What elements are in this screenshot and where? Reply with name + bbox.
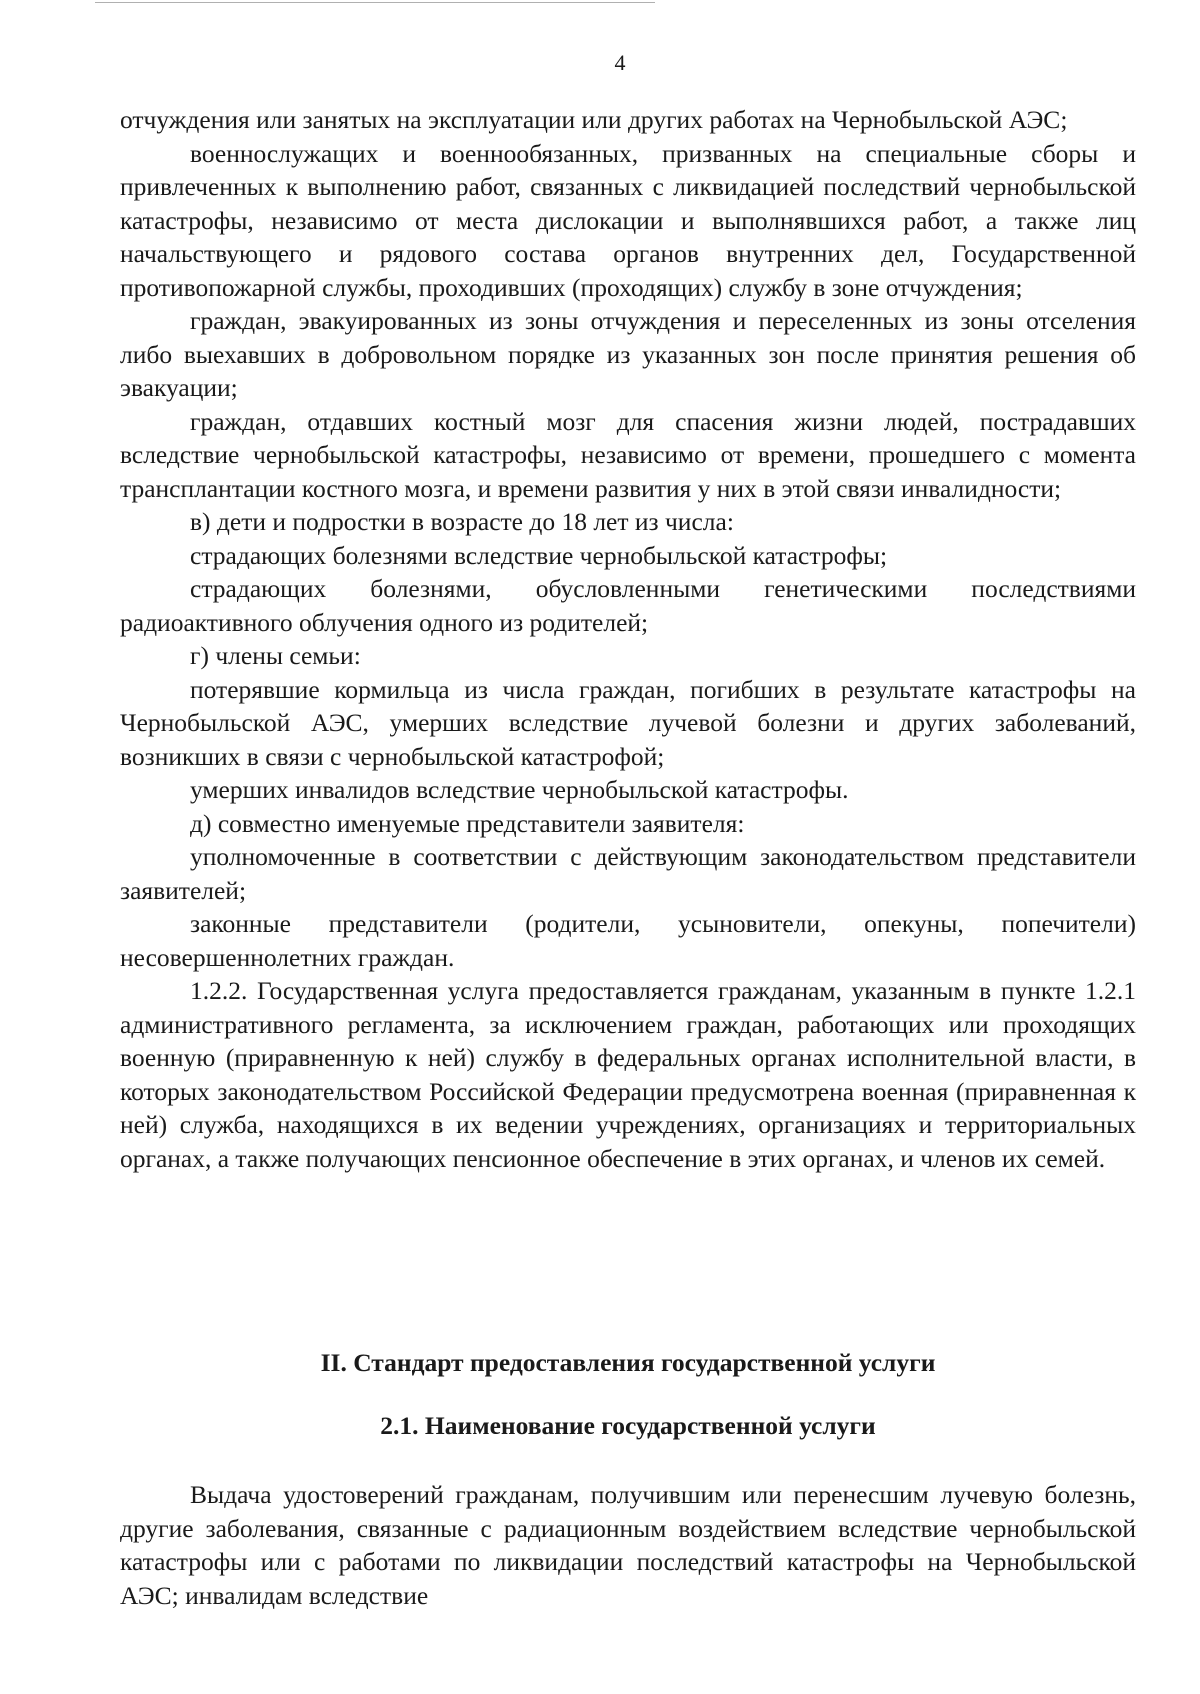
- paragraph: 1.2.2. Государственная услуга предоставляется гражданам, указанным в пункте 1.2.1 административного регламента, за исключением граждан, работающих или проходящих военную (приравненную к ней) службу в федеральных органах исполнительной власти, в которых законодательством Российской Федерации предусмотрена военная (приравненная к ней) служба, находящихся в их ведении учреждениях, организациях и территориальных органах, а также получающих пенсионное обеспечение в этих органах, и членов их семей.: [120, 976, 1136, 1173]
- paragraph: г) члены семьи:: [190, 641, 361, 670]
- paragraph: страдающих болезнями, обусловленными генетическими последствиями радиоактивного облучения одного из родителей;: [120, 574, 1136, 637]
- scan-edge-line: [95, 2, 655, 3]
- section-heading: II. Стандарт предоставления государственной услуги: [320, 1348, 936, 1377]
- paragraph: в) дети и подростки в возрасте до 18 лет из числа:: [190, 507, 734, 536]
- paragraph: граждан, отдавших костный мозг для спасения жизни людей, пострадавших вследствие чернобыльской катастрофы, независимо от времени, прошедшего с момента трансплантации костного мозга, и времени развития у них в этой связи инвалидности;: [120, 406, 1136, 503]
- paragraph: страдающих болезнями вследствие чернобыльской катастрофы;: [190, 540, 888, 570]
- paragraph: уполномоченные в соответствии с действующим законодательством представители заявителей;: [120, 842, 1136, 905]
- service-name-text: [120, 1478, 1136, 1612]
- paragraph: граждан, эвакуированных из зоны отчуждения и переселенных из зоны отселения либо выехавших в добровольном порядке из указанных зон после принятия решения об эвакуации;: [120, 306, 1136, 402]
- paragraph: умерших инвалидов вследствие чернобыльской катастрофы.: [190, 775, 849, 804]
- paragraph: отчуждения или занятых на эксплуатации или других работах на Чернобыльской АЭС;: [120, 105, 1068, 134]
- paragraph: д) совместно именуемые представители заявителя:: [190, 808, 745, 838]
- body-text: [120, 103, 1136, 1175]
- paragraph: Выдача удостоверений гражданам, получившим или перенесшим лучевую болезнь, другие заболевания, связанные с радиационным воздействием вследствие чернобыльской катастрофы или с работами по ликвидации последствий катастрофы на Чернобыльской АЭС; инвалидам вследствие: [120, 1480, 1136, 1610]
- paragraph: законные представители (родители, усыновители, опекуны, попечители) несовершеннолетних граждан.: [120, 909, 1136, 972]
- page-number: 4: [614, 50, 626, 75]
- paragraph: военнослужащих и военнообязанных, призванных на специальные сборы и привлеченных к выполнению работ, связанных с ликвидацией последствий чернобыльской катастрофы, независимо от места дислокации и выполнявшихся работ, а также лиц начальствующего и рядового состава органов внутренних дел, Государственной противопожарной службы, проходивших (проходящих) службу в зоне отчуждения;: [120, 138, 1136, 302]
- paragraph: потерявшие кормильца из числа граждан, погибших в результате катастрофы на Чернобыльской АЭС, умерших вследствие лучевой болезни и других заболеваний, возникших в связи с чернобыльской катастрофой;: [120, 674, 1136, 771]
- subsection-heading: 2.1. Наименование государственной услуги: [380, 1411, 876, 1440]
